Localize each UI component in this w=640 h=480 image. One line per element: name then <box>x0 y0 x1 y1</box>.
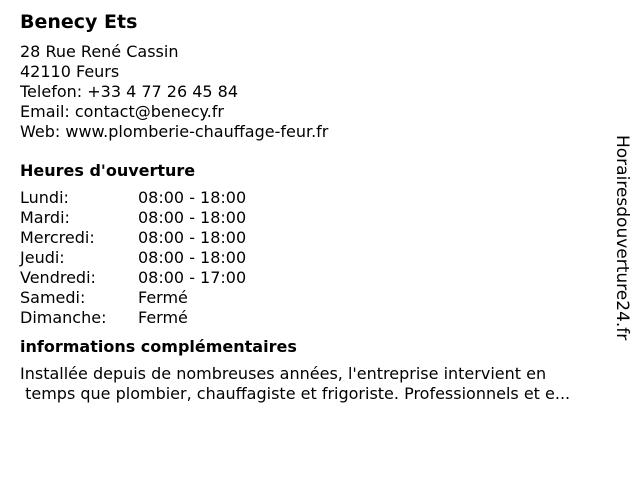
hours-day-label: Mardi: <box>20 208 70 227</box>
business-card <box>20 8 615 404</box>
hours-row-tuesday <box>20 208 615 228</box>
description-line-2: temps que plombier, chauffagiste et frigoriste. Professionnels et e... <box>20 384 571 403</box>
hours-day-label: Samedi: <box>20 288 86 307</box>
additional-info-heading: informations complémentaires <box>20 337 297 356</box>
address-city: 42110 Feurs <box>20 62 120 81</box>
hours-time-value: 08:00 - 18:00 <box>138 208 247 227</box>
hours-day-label: Lundi: <box>20 188 69 207</box>
web-line: Web: www.plomberie-chauffage-feur.fr <box>20 122 329 141</box>
hours-day-label: Vendredi: <box>20 268 96 287</box>
hours-time-value: 08:00 - 18:00 <box>138 188 247 207</box>
opening-hours-table <box>20 188 615 328</box>
hours-time-value: 08:00 - 17:00 <box>138 268 247 287</box>
hours-row-wednesday <box>20 228 615 248</box>
hours-time-value: Fermé <box>138 288 188 307</box>
phone-line: Telefon: +33 4 77 26 45 84 <box>20 82 239 101</box>
hours-row-thursday <box>20 248 615 268</box>
hours-day-label: Dimanche: <box>20 308 107 327</box>
hours-row-saturday <box>20 288 615 308</box>
business-name: Benecy Ets <box>20 11 138 33</box>
address-street: 28 Rue René Cassin <box>20 42 179 61</box>
email-line: Email: contact@benecy.fr <box>20 102 225 121</box>
hours-time-value: 08:00 - 18:00 <box>138 228 247 247</box>
site-watermark: Horairesdouverture24.fr <box>612 135 632 341</box>
hours-row-monday <box>20 188 615 208</box>
opening-hours-heading: Heures d'ouverture <box>20 161 196 180</box>
hours-time-value: 08:00 - 18:00 <box>138 248 247 267</box>
hours-row-sunday <box>20 308 615 328</box>
description-line-1: Installée depuis de nombreuses années, l'entreprise intervient en <box>20 364 547 383</box>
hours-day-label: Mercredi: <box>20 228 95 247</box>
hours-time-value: Fermé <box>138 308 188 327</box>
hours-day-label: Jeudi: <box>20 248 65 267</box>
hours-row-friday <box>20 268 615 288</box>
